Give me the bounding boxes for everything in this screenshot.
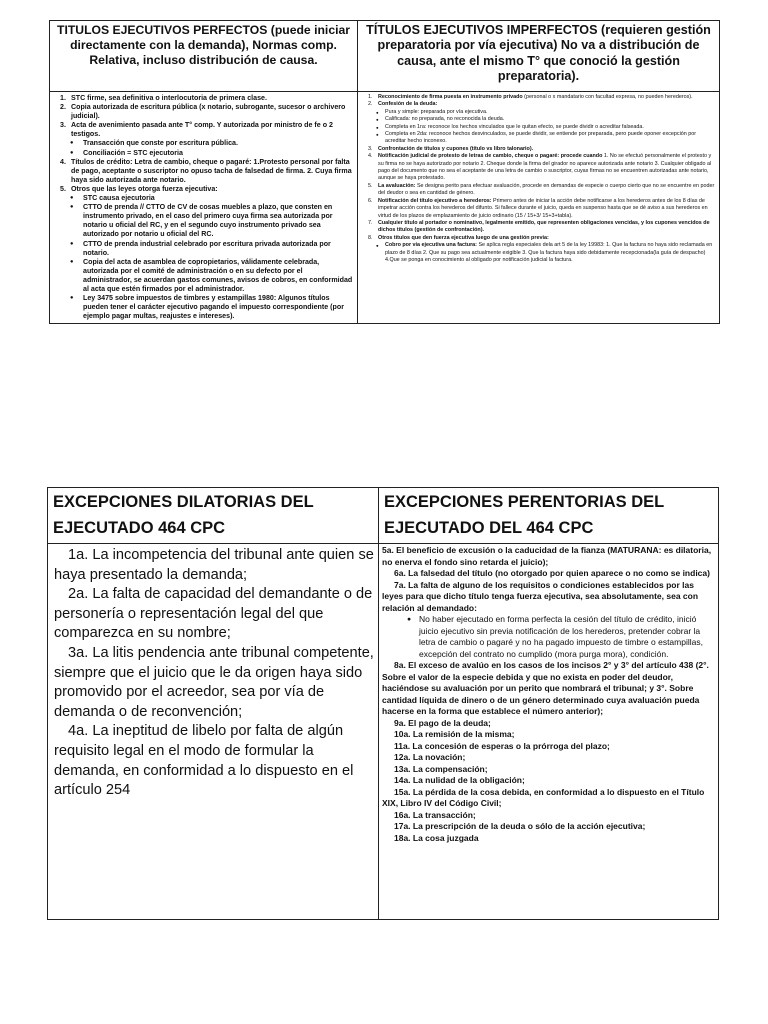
item-text: (personal o x mandatario con facultad expresa, no pueden herederos).: [522, 94, 693, 100]
item-title: La avaluación:: [378, 182, 416, 189]
list-item: [366, 94, 715, 101]
perentoria-item: 18a. La cosa juzgada: [394, 832, 479, 843]
item-number: 5.: [368, 182, 373, 189]
titulos-perfectos-list: [50, 92, 357, 323]
perentoria-item: 11a. La concesión de esperas o la prórroga del plazo;: [394, 740, 610, 751]
sub-item: ● Ley 3475 sobre impuestos de timbres y estampillas 1980: Algunos títulos pueden tener el carácter ejecutivo pagando el impuesto correspondiente (por ejemplo pagar multas, reajustes e intereses).: [58, 294, 353, 321]
perentorias-list: [379, 544, 718, 844]
list-item: [366, 101, 715, 108]
list-item: [366, 153, 715, 183]
item-text: Se designa perito para efectuar avaluación, procede en demandas de especie o cuerpo cierto que no se encuentre en poder del deudor o sea en cantidad de género.: [378, 182, 715, 197]
sub-item: ● Pura y simple: preparada por vía ejecutiva.: [366, 109, 715, 116]
perentoria-item: 7a. La falta de alguno de los requisitos o condiciones establecidos por las leyes para que dicho título tenga fuerza ejecutiva, sea absolutamente, sea con relación al demandado:: [382, 579, 699, 613]
titulos-imperfectos-list: [358, 92, 719, 266]
sub-item-text: Se aplica regla especiales dela art 5 de la ley 19983: 1. Que la factura no haya sido reclamada en plazo de 8 días 2. Que su pago sea actualmente exigible 3. Que la factura haya sido debidamente recepcionada(la guía de despacho) 4.Que se ponga en conocimiento al obligado por notificación judicial la factura.: [385, 242, 713, 263]
item-title: Notificación judicial de protesto de letras de cambio, cheque o pagaré: procede cuando: [378, 153, 603, 160]
item-number: 4.: [60, 157, 66, 166]
item-number: 6.: [368, 197, 373, 204]
sub-item: ● Completa en 2da: reconoce hechos desvinculados, se puede dividir, se entiende por preparada, pero puede oponer excepción por acreditar hecho inconexo.: [366, 131, 715, 146]
item-text: Títulos de crédito: Letra de cambio, cheque o pagaré: 1.Protesto personal por falta de pago, aceptante o suscriptor no opuso tacha de falsedad de firma. 2. Cuya firma haya sido autorizada ante notario.: [71, 157, 352, 184]
list-item: [366, 220, 715, 235]
list-item: [58, 94, 353, 103]
dilatorias-header: EXCEPCIONES DILATORIAS DEL EJECUTADO 464 CPC: [48, 488, 379, 544]
perentoria-item: 12a. La novación;: [394, 752, 466, 762]
item-text: STC firme, sea definitiva o interlocutoria de primera clase.: [71, 94, 267, 102]
dilatoria-item: 3a. La litis pendencia ante tribunal competente, siempre que el juicio que le da origen haya sido promovido por el acreedor, sea por vía de demanda o de reconvención;: [54, 644, 374, 720]
dilatoria-item: 1a. La incompetencia del tribunal ante quien se haya presentado la demanda;: [54, 547, 374, 583]
item-title: Confrontación de títulos y cupones (título vs libro talonario).: [378, 145, 534, 152]
titulos-ejecutivos-table: [49, 20, 720, 324]
sub-item: ● Transacción que conste por escritura pública.: [58, 139, 353, 148]
perentoria-item: 16a. La transacción;: [394, 809, 476, 820]
dilatorias-list: [48, 544, 378, 801]
item-number: 7.: [368, 219, 373, 226]
item-number: 1.: [60, 94, 66, 102]
list-item: [366, 183, 715, 198]
perentoria-item: 14a. La nulidad de la obligación;: [394, 775, 525, 785]
item-text: Primero antes de iniciar la acción debe notificarse a los herederos antes de los 8 días de impetrar acción contra los herederos del difunto. Si fallece durante el juicio, queda en suspenso hasta que se dé aviso a sus herederos en virtud de los plazos de emplazamiento de juicio ordinario (15 / 15+3/ 15+3+tabla).: [378, 197, 708, 219]
item-number: 8.: [368, 234, 373, 241]
list-item: [366, 235, 715, 242]
item-number: 2.: [368, 101, 373, 108]
sub-item: ● Calificada: no preparada, no reconocida la deuda.: [366, 116, 715, 123]
sub-item: ● STC causa ejecutoria: [58, 194, 353, 203]
list-item: [58, 103, 353, 121]
list-item: [58, 185, 353, 194]
perentorias-header: EXCEPCIONES PERENTORIAS DEL EJECUTADO DEL 464 CPC: [379, 488, 719, 544]
item-title: Otros títulos que den fuerza ejecutiva luego de una gestión previa:: [378, 234, 549, 241]
perentoria-item: ● No haber ejecutado en forma perfecta la cesión del título de crédito, inició juicio ejecutivo sin previa notificación de los herederos, pretender cobrar la letra de cambio o pagaré y no ha pagado impuesto de timbre o estampillas, excepción del contrato no cumplido (mora purga mora), condición.: [382, 614, 715, 660]
sub-item: ● CTTO de prenda // CTTO de CV de cosas muebles a plazo, que consten en instrumento privado, en el caso del primero cuya firma sea autorizada por notario u oficial del RC, y en el segundo cuyo instrumento privado sea autorizado por notario u oficial del RC.: [58, 203, 353, 239]
item-text: Acta de avenimiento pasada ante T° comp. Y autorizada por ministro de fe o 2 testigos.: [71, 121, 333, 139]
list-item: [58, 158, 353, 185]
item-title: Confesión de la deuda:: [378, 101, 438, 108]
perentoria-item: 5a. El beneficio de excusión o la caducidad de la fianza (MATURANA: es dilatoria, no enerva el fondo sino retarda el juicio);: [382, 545, 712, 567]
item-title: Reconocimiento de firma puesta en instrumento privado: [378, 94, 523, 100]
item-number: 3.: [368, 145, 373, 152]
item-text: 1. No se efectuó personalmente el protesto y su firma no se haya autorizado por notario 2. Cheque donde la firma del girador no aparece autorizada ante notario 3. Cualquier obligado al pago del documento que no sea el aceptante de una letra de cambio o suscriptor, cuyas firmas no se encuentren autorizadas ante notario, aunque se haya protestado.: [378, 153, 712, 182]
perentoria-item: 9a. El pago de la deuda;: [394, 717, 491, 728]
perentoria-item: 17a. La prescripción de la deuda o sólo de la acción ejecutiva;: [394, 821, 646, 831]
item-title: Notificación del título ejecutivo a herederos:: [378, 197, 492, 204]
sub-item-title: Cobro por vía ejecutiva una factura:: [385, 242, 477, 249]
titulos-perfectos-header: TITULOS EJECUTIVOS PERFECTOS (puede iniciar directamente con la demanda), Normas comp. Relativa, incluso distribución de causa.: [50, 21, 358, 92]
sub-item: ● CTTO de prenda industrial celebrado por escritura privada autorizada por notario.: [58, 240, 353, 258]
item-number: 1.: [368, 94, 373, 100]
perentoria-item: 10a. La remisión de la misma;: [394, 729, 515, 739]
excepciones-table: [47, 487, 719, 920]
perentoria-item: 6a. La falsedad del título (no otorgado por quien aparece o no como se indica): [394, 568, 710, 578]
titulos-imperfectos-header: TÍTULOS EJECUTIVOS IMPERFECTOS (requieren gestión preparatoria por vía ejecutiva) No va a distribución de causa, ante el mismo T° que conoció la gestión preparatoria).: [358, 21, 720, 92]
list-item: [58, 121, 353, 139]
perentoria-item: 15a. La pérdida de la cosa debida, en conformidad a lo dispuesto en el Título XIX, Libro IV del Código Civil;: [382, 786, 705, 808]
item-text: Copia autorizada de escritura pública (x notario, subrogante, sucesor o archivero judicial).: [71, 103, 346, 121]
item-number: 2.: [60, 103, 66, 112]
sub-item: [366, 242, 715, 264]
sub-item: ● Copia del acta de asamblea de copropietarios, válidamente celebrada, autorizada por el comité de administración o en su defecto por el administrador, se acuerdan gastos comunes, avisos de cobros, en conformidad al acta que estén firmados por el administrador.: [58, 258, 353, 294]
sub-item: ● Conciliación = STC ejecutoria: [58, 149, 353, 158]
dilatoria-item: 4a. La ineptitud de libelo por falta de algún requisito legal en el modo de formular la demanda, en conformidad a lo dispuesto en el artículo 254: [54, 723, 354, 799]
list-item: [366, 146, 715, 153]
item-text: Otros que las leyes otorga fuerza ejecutiva:: [71, 184, 218, 193]
perentoria-item: 13a. La compensación;: [394, 763, 488, 774]
perentoria-item: 8a. El exceso de avalúo en los casos de los incisos 2° y 3° del artículo 438 (2°. Sobre el valor de la especie debida y que no exista en poder del deudor, haciéndose su avaluación por un perito que nombrará el tribunal; y 3°. Sobre cantidad líquida de dinero o de un género determinado cuya avaluación pueda hacerse en la forma que establece el número anterior);: [382, 660, 709, 716]
item-title: Cualquier título al portador o nominativo, legalmente emitido, que representen obligaciones vencidas, y los cupones vencidos de dichos títulos (gestión de confrontación).: [378, 219, 710, 234]
dilatoria-item: 2a. La falta de capacidad del demandante o de personería o representación legal del que comparezca en su nombre;: [54, 586, 373, 642]
item-number: 4.: [368, 153, 373, 160]
list-item: [366, 198, 715, 220]
item-number: 5.: [60, 184, 66, 193]
sub-item: ● Completa en 1ra: reconoce los hechos vinculados que le quitan efecto, se puede dividir o acreditar falseada.: [366, 124, 715, 131]
item-number: 3.: [60, 121, 66, 130]
